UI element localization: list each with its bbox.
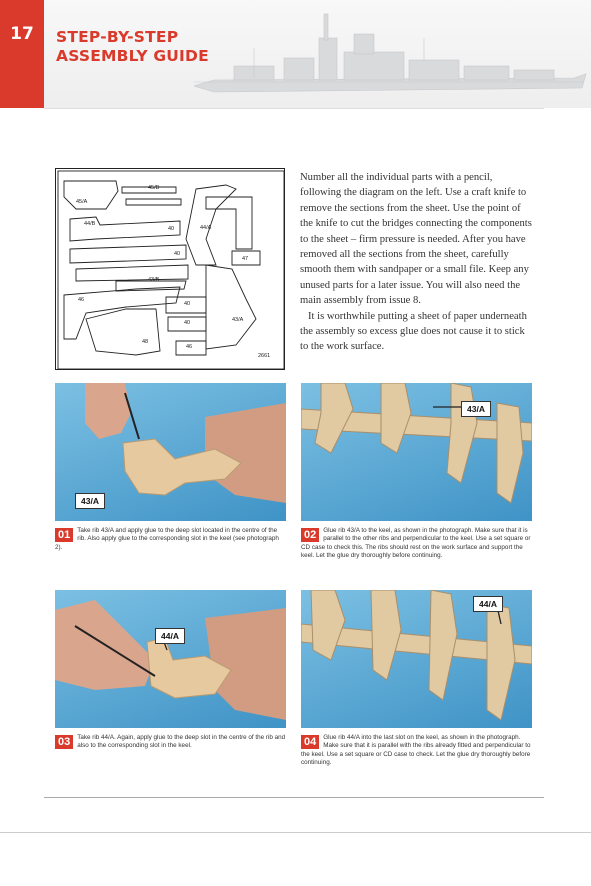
step-number-badge: 03 (55, 735, 73, 749)
title-line-1: STEP-BY-STEP (56, 28, 179, 46)
step-number-badge: 02 (301, 528, 319, 542)
step-text: Glue rib 43/A to the keel, as shown in the photograph. Make sure that it is parallel to the other ribs and perpendicular to the keel. Use a set square or CD case to check this. The ribs should rest on the work surface and support the keel. Let the glue dry thoroughly before continuing. (301, 527, 531, 559)
part-tag: 44/A (473, 596, 503, 612)
step-number-badge: 01 (55, 528, 73, 542)
step-4-caption (301, 734, 532, 767)
hands-with-rib-illustration (55, 590, 286, 728)
part-label: 46 (78, 297, 85, 303)
part-label: 40 (184, 301, 191, 307)
part-tag: 43/A (75, 493, 105, 509)
page-number-block (0, 0, 44, 108)
parts-sheet-drawing (56, 169, 286, 371)
page-edge-line (0, 832, 591, 833)
step-number-badge: 04 (301, 735, 319, 749)
part-label: 45/B (148, 185, 160, 191)
part-label: 44/B (84, 221, 96, 227)
header-divider (44, 108, 544, 109)
title-line-2: ASSEMBLY GUIDE (56, 47, 209, 65)
page-title (56, 28, 209, 66)
intro-paragraph: It is worthwhile putting a sheet of paper underneath the assembly so excess glue does not cause it to stick to the work surface. (300, 310, 527, 353)
part-label: 43/A (232, 317, 244, 323)
header-banner (44, 0, 591, 108)
intro-text (300, 170, 532, 355)
step-text: Glue rib 44/A into the last slot on the keel, as shown in the photograph. Make sure that it is parallel with the ribs already fitted and perpendicular to the keel. Use a set square or CD case to check. Let the glue dry thoroughly before continuing. (301, 734, 531, 766)
step-4-photo (301, 590, 532, 728)
part-label: 40 (184, 320, 191, 326)
part-label: 40 (168, 226, 175, 232)
part-label: 45/A (76, 199, 88, 205)
part-label: 43/B (148, 277, 160, 283)
part-label: 47 (242, 256, 249, 262)
step-2-caption (301, 527, 532, 560)
step-text: Take rib 43/A and apply glue to the deep slot located in the centre of the rib. Also apply glue to the corresponding slot in the keel (see photograph 2). (55, 527, 279, 551)
step-2-photo (301, 383, 532, 521)
step-1-photo (55, 383, 286, 521)
part-label: 48 (142, 339, 149, 345)
parts-diagram (55, 168, 285, 370)
page-number: 17 (10, 24, 34, 44)
part-label: 44/A (200, 225, 212, 231)
keel-with-ribs-illustration (301, 383, 532, 521)
part-tag: 44/A (155, 628, 185, 644)
battleship-illustration (194, 8, 589, 106)
step-1-caption (55, 527, 286, 552)
intro-paragraph: Number all the individual parts with a pencil, following the diagram on the left. Use a craft knife to remove the sections from the sheet. Use the point of the knife to cut the bridges connecting the components to the sheet – firm pressure is needed. After you have removed all the sections from the sheet, carefully smooth them with sandpaper or a small file. Keep any unused parts for a later issue. You will also need the main assembly from issue 8. (300, 172, 532, 307)
step-3-caption (55, 734, 286, 751)
part-label: 40 (174, 251, 181, 257)
step-text: Take rib 44/A. Again, apply glue to the deep slot in the centre of the rib and also to the corresponding slot in the keel. (77, 734, 286, 750)
part-label: 46 (186, 344, 193, 350)
sheet-number: 2661 (258, 353, 271, 359)
step-3-photo (55, 590, 286, 728)
page-bottom-rule (44, 797, 544, 798)
part-tag: 43/A (461, 401, 491, 417)
